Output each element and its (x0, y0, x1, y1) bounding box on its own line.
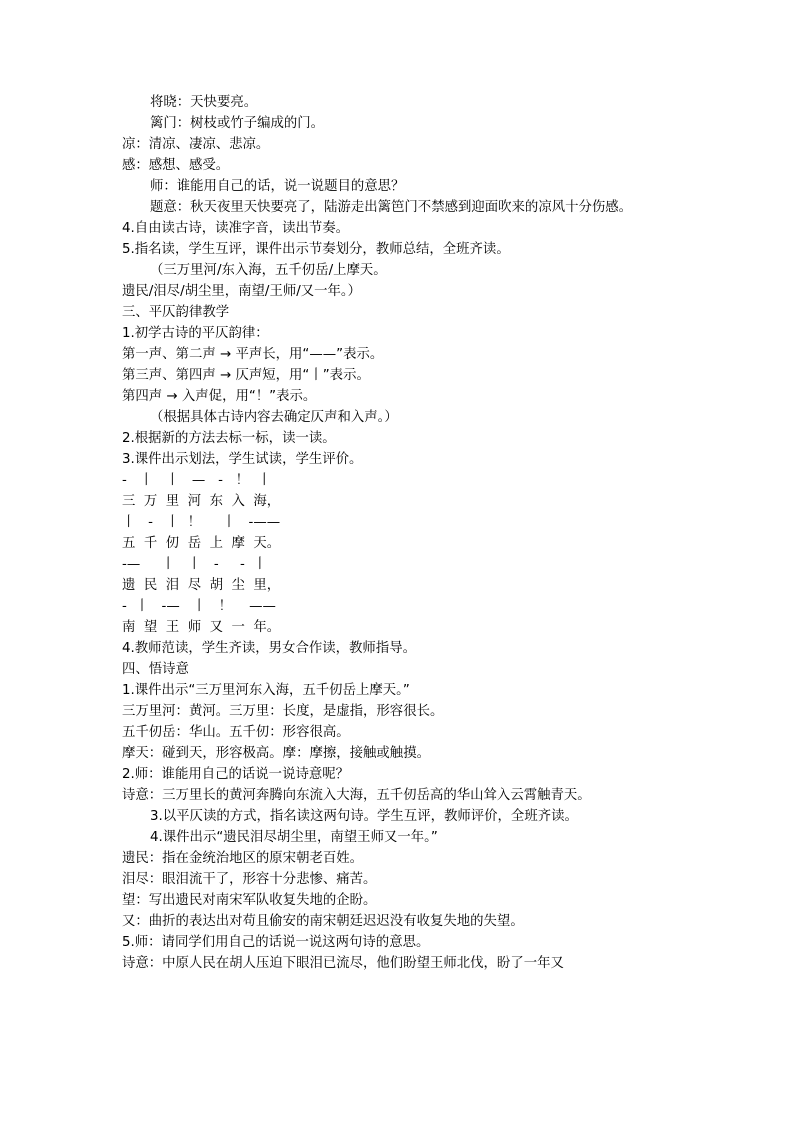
tone-rule-note: （根据具体古诗内容去确定仄声和入声。） (150, 410, 398, 425)
vocab-jiangxiao: 将晓：天快要亮。 (150, 95, 258, 110)
teacher-question-title: 师：谁能用自己的话，说一说题目的意思？ (150, 179, 405, 194)
rhythm-division-line-1: （三万里河/东入海，五千仞岳/上摩天。 (150, 263, 387, 278)
tone-rule-entering: 第四声 → 入声促，用“！”表示。 (122, 389, 317, 404)
tone-rule-level: 第一声、第二声 → 平声长，用“——”表示。 (122, 347, 384, 362)
poem-meaning-paragraph-1: 诗意：三万里长的黄河奔腾向东流入大海，五千仞岳高的华山耸入云霄触青天。 (122, 788, 591, 803)
document-body (122, 92, 682, 974)
poem-line-4: 南 望 王 师 又 一 年。 (122, 620, 281, 635)
step-5-named-reading: 5.指名读，学生互评，课件出示节奏划分，教师总结，全班齐读。 (122, 242, 510, 257)
vocab-limen: 篱门：树枝或竹子编成的门。 (150, 116, 325, 131)
rhythm-division-line-2: 遗民/泪尽/胡尘里，南望/王师/又一年。） (122, 284, 361, 299)
gloss-motian: 摩天：碰到天，形容极高。摩：摩擦，接触或触摸。 (122, 746, 430, 761)
step-2-mark-and-read: 2.根据新的方法去标一标，读一读。 (122, 431, 336, 446)
tone-marks-line-2: 丨 - 丨 ！ 丨 -—— (122, 515, 281, 530)
tonal-intro: 1.初学古诗的平仄韵律： (122, 326, 269, 341)
section-heading-meaning: 四、悟诗意 (122, 662, 189, 677)
meaning-step-5: 5.师：请同学们用自己的话说一说这两句诗的意思。 (122, 935, 430, 950)
meaning-step-4: 4.课件出示“遗民泪尽胡尘里，南望王师又一年。” (150, 830, 438, 845)
vocab-liang: 凉：清凉、凄凉、悲凉。 (122, 137, 270, 152)
meaning-step-3: 3.以平仄读的方式，指名读这两句诗。学生互评，教师评价，全班齐读。 (150, 809, 578, 824)
section-heading-tonal-rhythm: 三、平仄韵律教学 (122, 305, 230, 320)
poem-line-2: 五 千 仞 岳 上 摩 天。 (122, 536, 281, 551)
gloss-you: 又：曲折的表达出对苟且偷安的南宋朝廷迟迟没有收复失地的失望。 (122, 914, 524, 929)
tone-marks-line-1: - 丨 丨 — - ！ 丨 (122, 473, 271, 488)
meaning-step-1: 1.课件出示“三万里河东入海，五千仞岳上摩天。” (122, 683, 410, 698)
tone-marks-line-3: -— 丨 丨 - - 丨 (122, 557, 267, 572)
tone-rule-oblique: 第三声、第四声 → 仄声短，用“丨”表示。 (122, 368, 370, 383)
step-4-teacher-reading: 4.教师范读，学生齐读，男女合作读，教师指导。 (122, 641, 416, 656)
tone-marks-line-4: - 丨 -— 丨 ！ —— (122, 599, 276, 614)
poem-line-1: 三 万 里 河 东 入 海， (122, 494, 281, 509)
vocab-gan: 感：感想、感受。 (122, 158, 230, 173)
title-meaning-paragraph: 题意：秋天夜里天快要亮了，陆游走出篱笆门不禁感到迎面吹来的凉风十分伤感。 (150, 200, 633, 215)
gloss-wuqianrenyue: 五千仞岳：华山。五千仞：形容很高。 (122, 725, 350, 740)
gloss-leijin: 泪尽：眼泪流干了，形容十分悲惨、痛苦。 (122, 872, 377, 887)
poem-line-3: 遗 民 泪 尽 胡 尘 里， (122, 578, 281, 593)
gloss-sanwanlihe: 三万里河：黄河。三万里：长度，是虚指，形容很长。 (122, 704, 444, 719)
gloss-wang: 望：写出遗民对南宋军队收复失地的企盼。 (122, 893, 377, 908)
step-3-courseware: 3.课件出示划法，学生试读，学生评价。 (122, 452, 363, 467)
gloss-yimin: 遗民：指在金统治地区的原宋朝老百姓。 (122, 851, 364, 866)
step-4-free-reading: 4.自由读古诗，读准字音，读出节奏。 (122, 221, 350, 236)
meaning-step-2: 2.师：谁能用自己的话说一说诗意呢？ (122, 767, 350, 782)
poem-meaning-paragraph-2: 诗意：中原人民在胡人压迫下眼泪已流尽，他们盼望王师北伐，盼了一年又 (122, 956, 564, 971)
